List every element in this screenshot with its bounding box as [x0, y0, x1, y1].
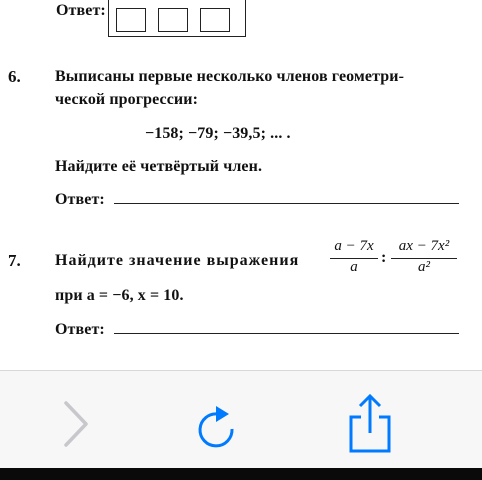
task-6-answer-label: Ответ: [55, 191, 105, 208]
share-icon[interactable] [344, 391, 396, 455]
fraction-1-numerator: a − 7x [334, 238, 374, 254]
task-6-question: Найдите её четвёртый член. [55, 158, 263, 175]
answer-cell [116, 8, 146, 32]
task-6-text-line2: ческой прогрессии: [55, 91, 198, 108]
browser-toolbar [0, 370, 482, 469]
task-7-condition: при a = −6, x = 10. [55, 287, 184, 304]
task-6-answer-line[interactable] [114, 203, 459, 204]
task-6-number: 6. [8, 67, 21, 86]
division-colon: : [381, 249, 387, 266]
bottom-strip [0, 468, 482, 480]
reload-icon[interactable] [192, 401, 246, 451]
task-6-text-line1: Выписаны первые несколько членов геометри- [55, 68, 405, 85]
task-7-number: 7. [8, 251, 21, 270]
answer-cell [200, 8, 230, 32]
answer-cell [158, 8, 188, 32]
fraction-1-denominator: a [350, 259, 358, 275]
fraction-2-numerator: ax − 7x² [398, 238, 450, 254]
forward-icon[interactable] [56, 399, 96, 449]
fraction-2-denominator: a² [418, 259, 430, 275]
task-6-sequence: −158; −79; −39,5; ... . [145, 125, 291, 142]
prev-answer-label: Ответ: [56, 2, 106, 19]
task-7-text: Найдите значение выражения [55, 252, 300, 269]
answer-grid [108, 0, 246, 37]
task-7-answer-label: Ответ: [55, 321, 105, 338]
task-7-answer-line[interactable] [114, 333, 459, 334]
